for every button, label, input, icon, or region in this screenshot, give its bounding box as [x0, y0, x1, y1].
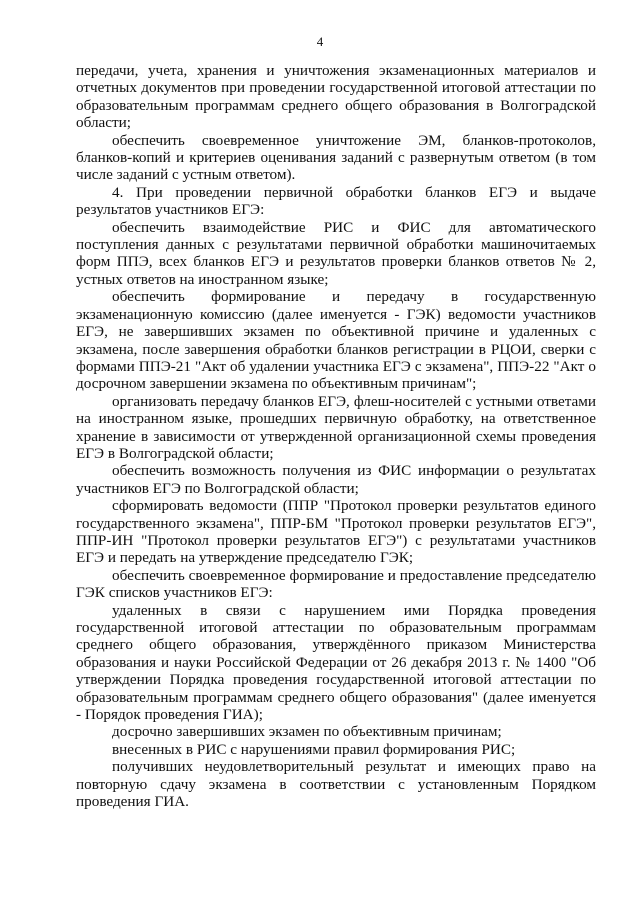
paragraph: внесенных в РИС с нарушениями правил формирования РИС;	[112, 740, 516, 758]
paragraph: организовать передачу бланков ЕГЭ, флеш-носителей с устными ответами на иностранном языке, прошедших первичную обработку, на ответственное хранение в зависимости от утвержденной организационной схемы проведения ЕГЭ в Волгоградской области;	[76, 392, 596, 462]
paragraph: получивших неудовлетворительный результат и имеющих право на повторную сдачу экзамена в соответствии с установленным Порядком проведения ГИА.	[76, 758, 596, 811]
paragraph: досрочно завершивших экзамен по объективным причинам;	[112, 723, 502, 741]
paragraph: обеспечить формирование и передачу в государственную экзаменационную комиссию (далее именуется - ГЭК) ведомости участников ЕГЭ, не завершивших экзамен по объективной причине и удаленных с экзамена, после завершения обработки бланков регистрации в РЦОИ, сверки с формами ППЭ-21 "Акт об удалении участника ЕГЭ с экзамена", ППЭ-22 "Акт о досрочном завершении экзамена по объективным причинам";	[76, 288, 596, 393]
paragraph: передачи, учета, хранения и уничтожения экзаменационных материалов и отчетных документов при проведении государственной итоговой аттестации по образовательным программам среднего общего образования в Волгоградской области;	[76, 62, 596, 132]
paragraph: удаленных в связи с нарушением ими Порядка проведения государственной итоговой аттестации по образовательным программам среднего общего образования, утверждённого приказом Министерства образования и науки Российской Федерации от 26 декабря 2013 г. № 1400 "Об утверждении Порядка проведения государственной итоговой аттестации по образовательным программам среднего общего образования" (далее именуется - Порядок проведения ГИА);	[76, 601, 596, 724]
page-number: 4	[316, 34, 324, 49]
paragraph: обеспечить возможность получения из ФИС информации о результатах участников ЕГЭ по Волгоградской области;	[76, 462, 596, 497]
paragraph: сформировать ведомости (ППР "Протокол проверки результатов единого государственного экзамена", ППР-БМ "Протокол проверки результатов ЕГЭ", ППР-ИН "Протокол проверки результатов ЕГЭ") с результатами участников ЕГЭ и передать на утверждение председателю ГЭК;	[76, 497, 596, 567]
document-body	[76, 62, 596, 810]
paragraph: 4. При проведении первичной обработки бланков ЕГЭ и выдаче результатов участников ЕГЭ:	[76, 183, 596, 219]
paragraph: обеспечить своевременное формирование и предоставление председателю ГЭК списков участников ЕГЭ:	[76, 566, 596, 602]
paragraph: обеспечить своевременное уничтожение ЭМ, бланков-протоколов, бланков-копий и критериев оценивания заданий с развернутым ответом (в том числе заданий с устным ответом).	[76, 131, 596, 184]
paragraph: обеспечить взаимодействие РИС и ФИС для автоматического поступления данных с результатами первичной обработки машиночитаемых форм ППЭ, всех бланков ЕГЭ и результатов проверки бланков ответов № 2, устных ответов на иностранном языке;	[76, 218, 596, 288]
